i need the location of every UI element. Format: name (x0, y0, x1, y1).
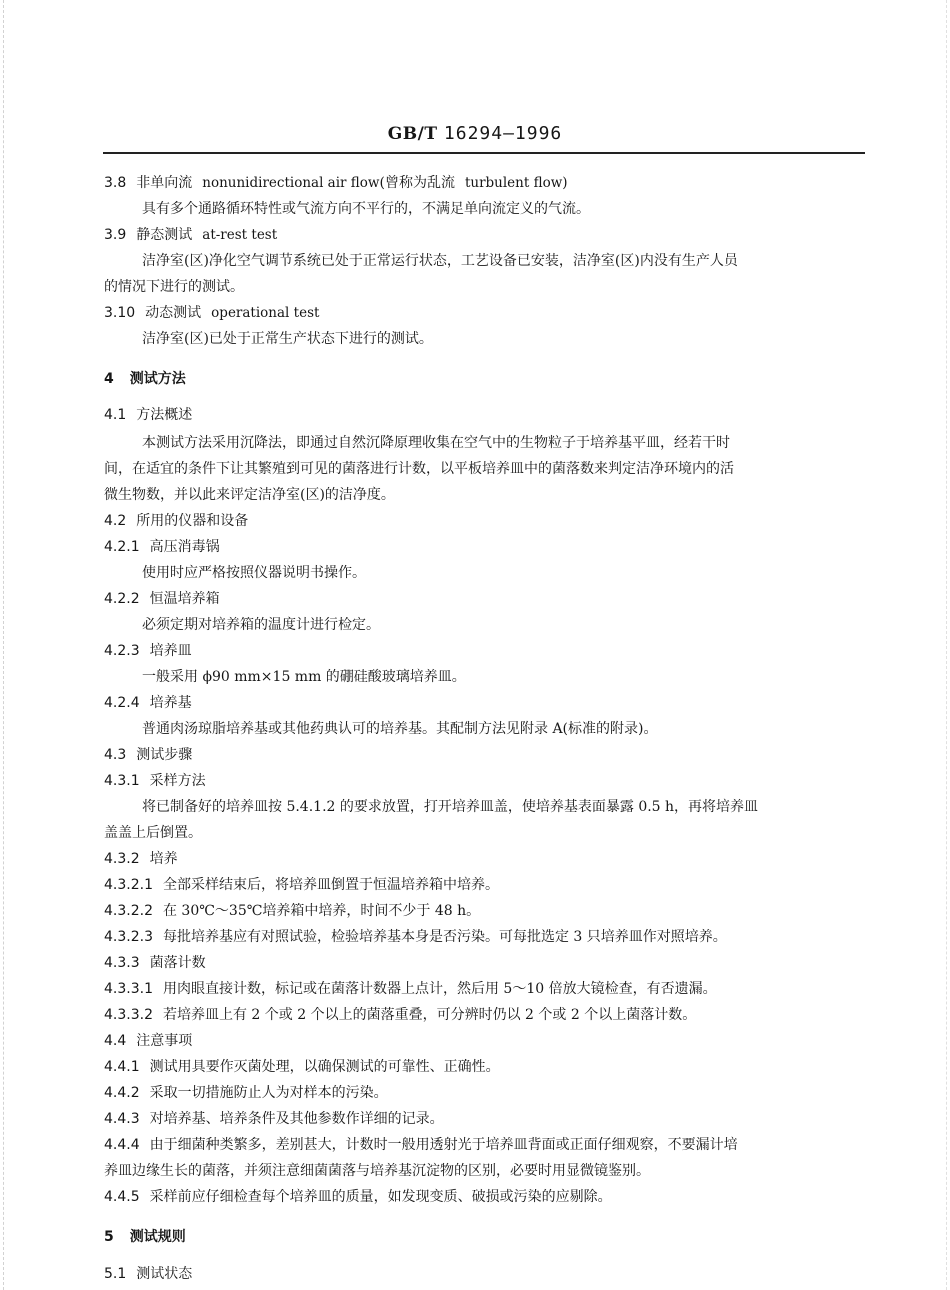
clause-number: 3.9 (104, 227, 127, 243)
clause-4-4-3 (104, 1110, 444, 1128)
clause-text: 若培养皿上有 2 个或 2 个以上的菌落重叠，可分辨时仍以 2 个或 2 个以上菌落计数。 (162, 1007, 697, 1023)
clause-title: 非单向流 (136, 175, 193, 191)
clause-number: 3.10 (104, 305, 136, 321)
clause-number: 4.1 (104, 407, 127, 423)
paragraph-line: 将已制备好的培养皿按 5.4.1.2 的要求放置，打开培养皿盖，使培养基表面暴露 0.5 h，再将培养皿 (142, 799, 759, 815)
paragraph-line: 的情况下进行的测试。 (104, 279, 244, 295)
header-rule (103, 152, 865, 154)
clause-english: at-rest test (202, 227, 278, 243)
clause-text: 采样前应仔细检查每个培养皿的质量，如发现变质、破损或污染的应剔除。 (149, 1189, 612, 1205)
page-header (0, 123, 950, 144)
clause-4-3-2-2 (104, 902, 480, 920)
clause-4-1 (104, 406, 192, 424)
clause-number: 4.2.3 (104, 643, 140, 659)
clause-4-3-2 (104, 850, 178, 868)
clause-number: 4.3.1 (104, 773, 140, 789)
clause-number: 4.4.5 (104, 1189, 140, 1205)
clause-4-4-5 (104, 1188, 612, 1206)
clause-number: 4.4.4 (104, 1137, 140, 1153)
standard-number: 16294—1996 (443, 123, 563, 144)
clause-text: 对培养基、培养条件及其他参数作详细的记录。 (149, 1111, 444, 1127)
clause-number: 4.4 (104, 1033, 127, 1049)
clause-4-3-2-1 (104, 876, 499, 894)
section-title: 测试方法 (129, 371, 186, 387)
clause-4-4-2 (104, 1084, 388, 1102)
section-number: 4 (104, 371, 114, 387)
clause-number: 4.4.2 (104, 1085, 140, 1101)
scan-edge-left (3, 0, 4, 1290)
paragraph-line: 盖盖上后倒置。 (104, 825, 202, 841)
clause-number: 4.3.2 (104, 851, 140, 867)
clause-number: 4.4.1 (104, 1059, 140, 1075)
section-5-heading (104, 1228, 186, 1246)
clause-number: 4.3.3.2 (104, 1007, 153, 1023)
clause-number: 4.3.2.3 (104, 929, 153, 945)
clause-4-3-2-3 (104, 928, 727, 946)
paragraph-line: 必须定期对培养箱的温度计进行检定。 (142, 617, 380, 633)
clause-title: 注意事项 (136, 1033, 193, 1049)
clause-title: 高压消毒锅 (149, 539, 220, 555)
paragraph-line: 微生物数，并以此来评定洁净室(区)的洁净度。 (104, 487, 395, 503)
clause-number: 4.3.3.1 (104, 981, 153, 997)
clause-4-3-3-1 (104, 980, 717, 998)
clause-4-4-1 (104, 1058, 500, 1076)
clause-5-1 (104, 1265, 192, 1283)
clause-note: (曾称为乱流 (379, 175, 455, 191)
clause-number: 3.8 (104, 175, 127, 191)
scan-edge-right (946, 0, 947, 1290)
section-4-heading (104, 370, 186, 388)
clause-number: 4.3 (104, 747, 127, 763)
clause-3-9 (104, 226, 277, 244)
clause-number: 5.1 (104, 1266, 127, 1282)
clause-title: 静态测试 (136, 227, 193, 243)
clause-number: 4.2 (104, 513, 127, 529)
clause-text: 每批培养基应有对照试验，检验培养基本身是否污染。可每批选定 3 只培养皿作对照培养。 (162, 929, 727, 945)
clause-title: 动态测试 (145, 305, 202, 321)
section-number: 5 (104, 1229, 114, 1245)
paragraph-line: 具有多个通路循环特性或气流方向不平行的，不满足单向流定义的气流。 (142, 201, 590, 217)
standard-prefix: GB/T (387, 124, 438, 144)
clause-text: 由于细菌种类繁多，差别甚大，计数时一般用透射光于培养皿背面或正面仔细观察，不要漏计培 (149, 1137, 738, 1153)
paragraph-line: 一般采用 ϕ90 mm×15 mm 的硼硅酸玻璃培养皿。 (142, 669, 466, 685)
clause-english: nonunidirectional air flow (202, 175, 380, 191)
clause-text: 在 30℃～35℃培养箱中培养，时间不少于 48 h。 (162, 903, 481, 919)
paragraph-line: 养皿边缘生长的菌落，并须注意细菌菌落与培养基沉淀物的区别，必要时用显微镜鉴别。 (104, 1163, 650, 1179)
clause-4-3-3 (104, 954, 206, 972)
clause-number: 4.4.3 (104, 1111, 140, 1127)
paragraph-line: 本测试方法采用沉降法，即通过自然沉降原理收集在空气中的生物粒子于培养基平皿，经若干时 (142, 435, 730, 451)
clause-number: 4.3.3 (104, 955, 140, 971)
clause-number: 4.2.4 (104, 695, 140, 711)
clause-text: 测试用具要作灭菌处理，以确保测试的可靠性、正确性。 (149, 1059, 500, 1075)
clause-title: 培养 (149, 851, 178, 867)
clause-4-3-3-2 (104, 1006, 696, 1024)
paragraph-line: 使用时应严格按照仪器说明书操作。 (142, 565, 366, 581)
clause-number: 4.2.2 (104, 591, 140, 607)
clause-title: 方法概述 (136, 407, 193, 423)
clause-text: 全部采样结束后，将培养皿倒置于恒温培养箱中培养。 (162, 877, 499, 893)
paragraph-line: 普通肉汤琼脂培养基或其他药典认可的培养基。其配制方法见附录 A(标准的附录)。 (142, 721, 658, 737)
clause-4-2-4 (104, 694, 192, 712)
clause-english-alt: turbulent flow) (464, 175, 568, 191)
clause-text: 用肉眼直接计数，标记或在菌落计数器上点计，然后用 5～10 倍放大镜检查，有否遗漏。 (162, 981, 717, 997)
clause-title: 培养皿 (149, 643, 192, 659)
clause-text: 采取一切措施防止人为对样本的污染。 (149, 1085, 388, 1101)
clause-number: 4.3.2.1 (104, 877, 153, 893)
section-title: 测试规则 (129, 1229, 186, 1245)
clause-english: operational test (211, 305, 320, 321)
clause-4-2-3 (104, 642, 192, 660)
paragraph-line: 洁净室(区)净化空气调节系统已处于正常运行状态，工艺设备已安装，洁净室(区)内没有生产人员 (142, 253, 738, 269)
paragraph-line: 间，在适宜的条件下让其繁殖到可见的菌落进行计数，以平板培养皿中的菌落数来判定洁净环境内的活 (104, 461, 734, 477)
clause-title: 恒温培养箱 (149, 591, 220, 607)
clause-title: 菌落计数 (149, 955, 206, 971)
clause-4-2 (104, 512, 248, 530)
clause-4-4 (104, 1032, 192, 1050)
clause-4-3-1 (104, 772, 206, 790)
paragraph-line: 洁净室(区)已处于正常生产状态下进行的测试。 (142, 331, 433, 347)
clause-title: 测试步骤 (136, 747, 193, 763)
clause-4-2-1 (104, 538, 220, 556)
clause-4-4-4 (104, 1136, 738, 1154)
clause-title: 所用的仪器和设备 (136, 513, 249, 529)
clause-number: 4.3.2.2 (104, 903, 153, 919)
clause-3-8 (104, 174, 568, 192)
clause-4-3 (104, 746, 192, 764)
clause-number: 4.2.1 (104, 539, 140, 555)
clause-title: 培养基 (149, 695, 192, 711)
clause-4-2-2 (104, 590, 220, 608)
clause-title: 测试状态 (136, 1266, 193, 1282)
clause-3-10 (104, 304, 319, 322)
clause-title: 采样方法 (149, 773, 206, 789)
